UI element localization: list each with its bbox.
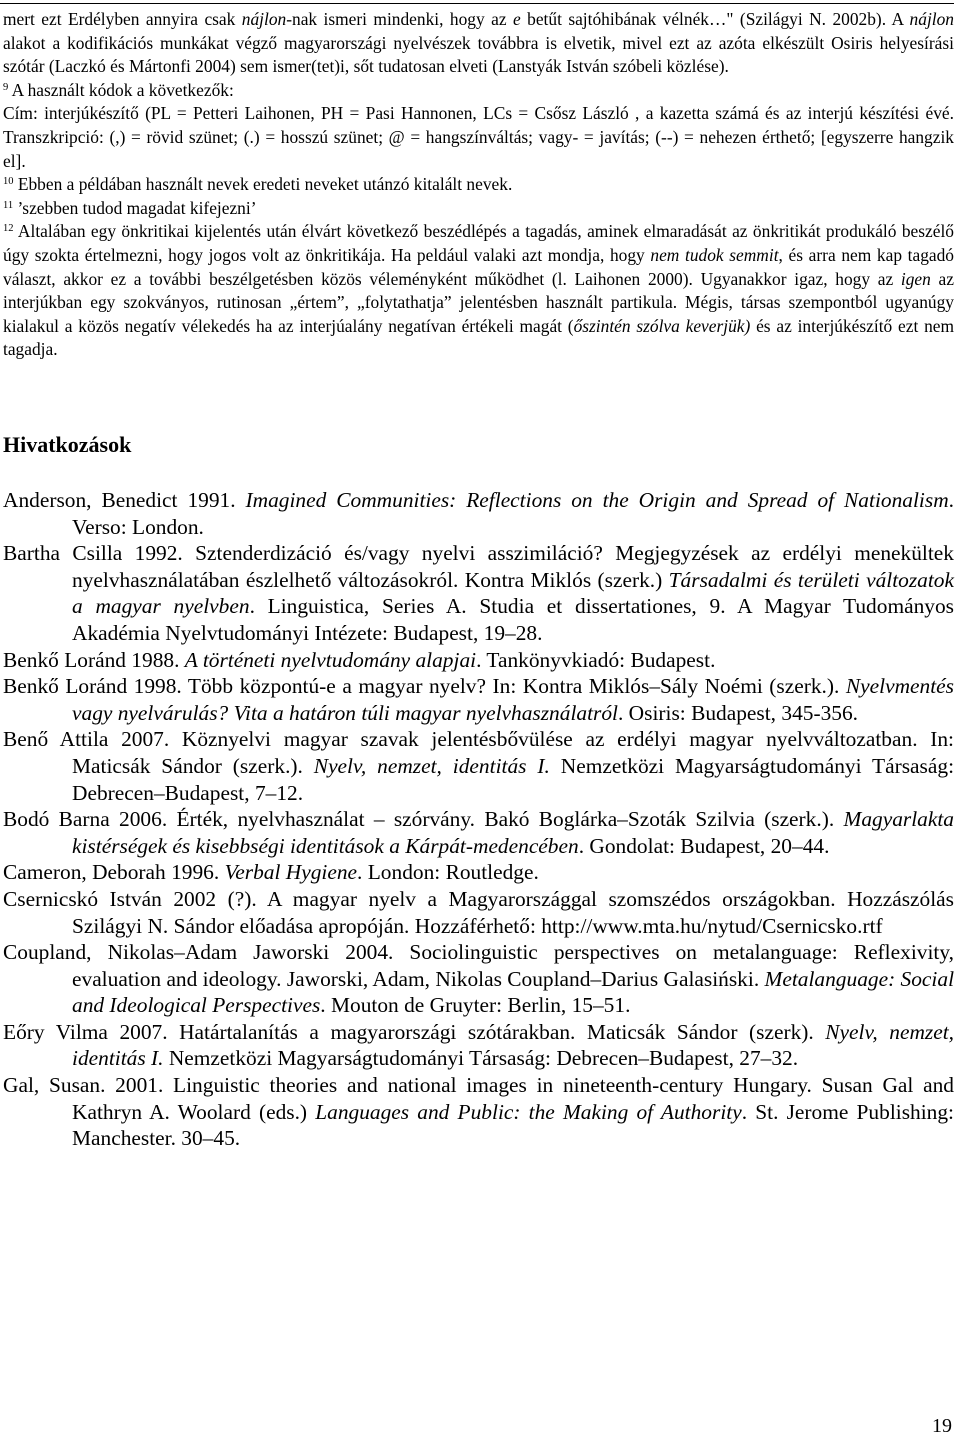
reference-title: Languages and Public: the Making of Authority xyxy=(315,1099,742,1124)
footnote-10: $^{10}$ Ebben a példában használt nevek eredeti neveket utánzó kitalált nevek. xyxy=(3,174,513,195)
reference-text: Eőry Vilma 2007. Határtalanítás a magyarországi szótárakban. Maticsák Sándor (szerk). xyxy=(3,1019,826,1044)
reference-text: Csernicskó István 2002 (?). A magyar nyelv a Magyarországgal szomszédos országokban. Hozzászólás Szilágyi N. Sándor előadása apropóján. Hozzáférhető: http://www.mta.hu/nytud/Csernicsko.rtf xyxy=(3,886,954,938)
reference-text: Bodó Barna 2006. Érték, nyelvhasználat – szórvány. Bakó Boglárka–Szoták Szilvia (szerk.). xyxy=(3,807,844,832)
reference-entry xyxy=(3,1019,954,1072)
reference-entry xyxy=(3,939,954,1019)
footnote-12: $^{12}$ Altalában egy önkritikai kijelentés után élvárt következő beszédlépés a tagadás, aminek elmaradását az önkritikát produkáló beszélő úgy szokta értelmezni, hogy jogos volt az önkritikája. Ha peldául valaki azt mondja, hogy nem tudok semmit, és arra nem kap tagadó választ, akkor ez a további beszélgetésben közös véleményként működhet (l. Laihonen 2000). Ugyanakkor igaz, hogy az igen az interjúkban egy szokványos, rutinosan „értem”, „folytathatja” jelentésben használt partikula. Mégis, társas szempontból ugyanúgy kialakul a közös negatív vélekedés ha az interjúalány negatívan értékeli magát (őszintén szólva keverjük) és az interjúkészítő ezt nem tagadja. xyxy=(3,221,955,360)
footnote-9-codes: Cím: interjúkészítő (PL = Petteri Laihonen, PH = Pasi Hannonen, LCs = Csősz László , a kazetta számá és az interjú készítési évé. Transzkripció: (,) = rövid szünet; (.) = hosszú szünet; @ = hangszínváltás; vagy- = javítás; (--) = nehezen érthető; [egyszerre hangzik el]. xyxy=(3,103,954,171)
footnote-number: 11 xyxy=(3,199,14,211)
references-heading: Hivatkozások xyxy=(3,432,132,457)
reference-publisher: . Mouton de Gruyter: Berlin, 15–51. xyxy=(320,993,631,1018)
reference-publisher: Nemzetközi Magyarságtudományi Társaság: Debrecen–Budapest, 7–12. xyxy=(72,753,955,805)
reference-entry xyxy=(3,487,954,540)
reference-text: Anderson, Benedict 1991. xyxy=(3,488,246,512)
reference-publisher: . Linguistica, Series A. Studia et dissertationes, 9. A Magyar Tudományos Akadémia Nyelvtudományi Intézete: Budapest, 19–28. xyxy=(72,594,954,645)
reference-publisher: . St. Jerome Publishing: Manchester. 30–45. xyxy=(72,1099,954,1151)
footnote-number: 12 xyxy=(3,223,14,235)
reference-entry xyxy=(3,886,954,939)
reference-title: Nyelv, nemzet, identitás I. xyxy=(313,753,550,778)
reference-entry xyxy=(3,540,954,646)
reference-title: Társadalmi és területi változatok a magyar nyelvben xyxy=(72,567,954,619)
reference-text: Gal, Susan. 2001. Linguistic theories and national images in nineteenth-century Hungary. Susan Gal and Kathryn A. Woolard (eds.) xyxy=(3,1073,954,1124)
footnote-number: 10 xyxy=(3,176,14,188)
references-list xyxy=(3,487,954,1152)
footnote-separator xyxy=(0,3,954,4)
reference-publisher: . Tankönyvkiadó: Budapest. xyxy=(476,647,716,672)
reference-title: Verbal Hygiene xyxy=(224,860,358,885)
reference-entry xyxy=(3,1072,954,1152)
reference-title: A történeti nyelvtudomány alapjai xyxy=(184,647,477,672)
footnotes-section xyxy=(3,8,954,362)
reference-publisher: . Gondolat: Budapest, 20–44. xyxy=(578,833,830,858)
reference-text: Cameron, Deborah 1996. xyxy=(3,860,225,885)
reference-title: Nyelvmentés vagy nyelvárulás? Vita a határon túli magyar nyelvhasználatról xyxy=(72,674,954,725)
reference-publisher: Nemzetközi Magyarságtudományi Társaság: Debrecen–Budapest, 27–32. xyxy=(163,1046,799,1071)
reference-publisher: . Osiris: Budapest, 345-356. xyxy=(617,700,859,725)
reference-text: Bartha Csilla 1992. Sztenderdizáció és/vagy nyelvi asszimiláció? Megjegyzések az erdélyi menekültek nyelvhasználatában észlelhető változásokról. Kontra Miklós (szerk.) xyxy=(3,541,954,592)
footnote-11: $^{11}$ ’szebben tudod magadat kifejezni’ xyxy=(3,197,257,218)
reference-title: Metalanguage: Social and Ideological Perspectives xyxy=(72,966,955,1018)
reference-title: Nyelv, nemzet, identitás I. xyxy=(72,1019,954,1071)
footnote-continuation: mert ezt Erdélyben annyira csak nájlon-nak ismeri mindenki, hogy az e betűt sajtóhibának vélnék…" (Szilágyi N. 2002b). A nájlon alakot a kodifikációs munkákat végző magyarországi nyelvészek továbbra is elvetik, mivel ezt az azóta elkészült Osiris helyesírási szótár (Laczkó és Mártonfi 2004) sem ismer(tet)i, sőt tudatosan elveti (Lanstyák István szóbeli közlése). xyxy=(3,9,954,77)
reference-entry xyxy=(3,673,954,726)
reference-title: Magyarlakta kistérségek és kisebbségi identitások a Kárpát-medencében xyxy=(72,807,954,858)
reference-text: Benkő Loránd 1998. Több központú-e a magyar nyelv? In: Kontra Miklós–Sály Noémi (szerk.). xyxy=(3,674,846,699)
page-number: 19 xyxy=(932,1415,952,1437)
reference-entry xyxy=(3,859,954,886)
reference-text: Benő Attila 2007. Köznyelvi magyar szavak jelentésbővülése az erdélyi magyar nyelvváltozatban. In: Maticsák Sándor (szerk.). xyxy=(3,727,954,778)
reference-publisher: . London: Routledge. xyxy=(357,860,539,885)
reference-text: Coupland, Nikolas–Adam Jaworski 2004. Sociolinguistic perspectives on metalanguage: Reflexivity, evaluation and ideology. Jaworski, Adam, Nikolas Coupland–Darius Galasiński. xyxy=(3,940,954,991)
footnote-number: 9 xyxy=(3,81,9,93)
reference-title: Imagined Communities: Reflections on the Origin and Spread of Nationalism xyxy=(245,488,949,512)
reference-text: Benkő Loránd 1988. xyxy=(3,647,185,672)
reference-entry xyxy=(3,726,954,806)
footnote-9: $^9$ A használt kódok a következők: xyxy=(3,79,234,100)
reference-publisher: . Verso: London. xyxy=(72,488,954,539)
reference-entry xyxy=(3,806,954,859)
reference-entry xyxy=(3,647,954,674)
